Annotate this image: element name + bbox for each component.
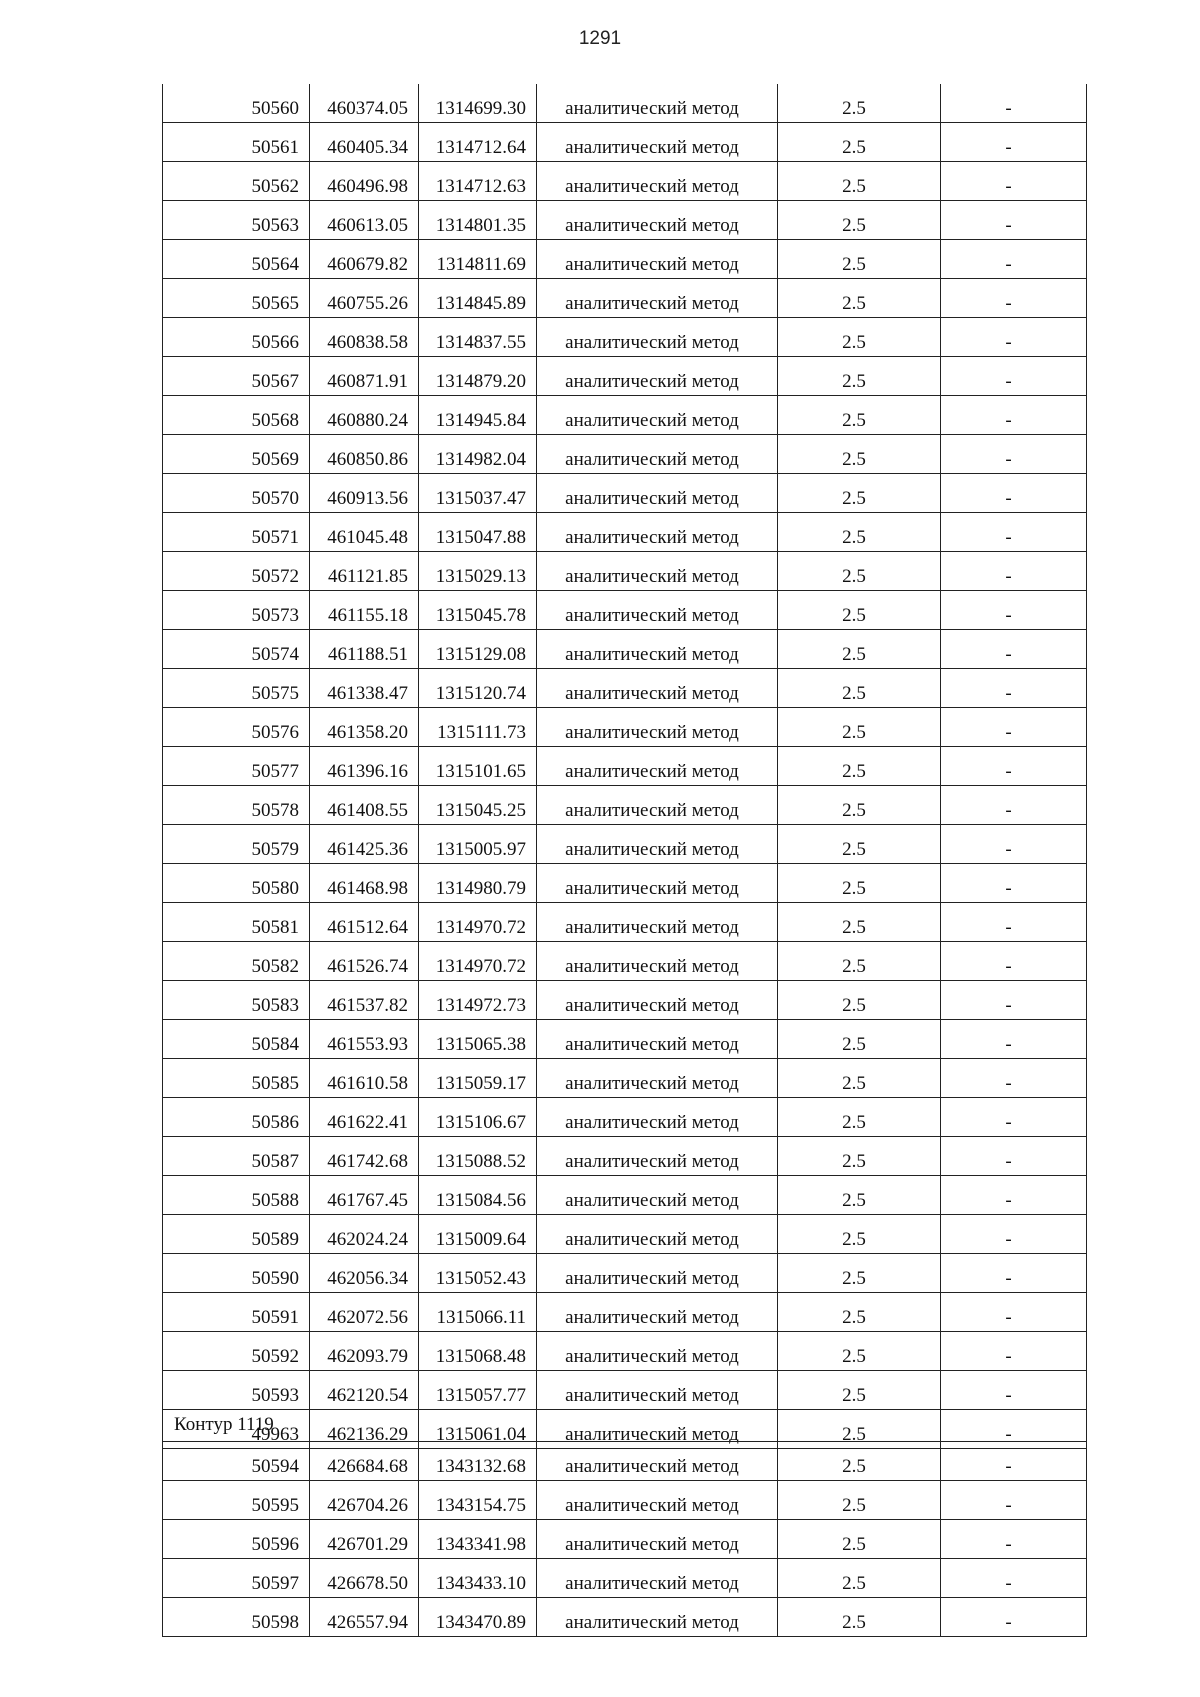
cell-accuracy: 2.5 bbox=[778, 942, 941, 981]
cell-x-coordinate: 460496.98 bbox=[310, 162, 419, 201]
table-row bbox=[163, 1332, 1087, 1371]
cell-point-number: 50578 bbox=[163, 786, 310, 825]
cell-method: аналитический метод bbox=[537, 825, 778, 864]
cell-y-coordinate: 1315052.43 bbox=[419, 1254, 537, 1293]
coordinates-table-contour bbox=[162, 1441, 1087, 1637]
cell-point-number: 50577 bbox=[163, 747, 310, 786]
cell-x-coordinate: 426684.68 bbox=[310, 1442, 419, 1481]
table-row bbox=[163, 1371, 1087, 1410]
cell-point-number: 50575 bbox=[163, 669, 310, 708]
cell-note: - bbox=[941, 474, 1087, 513]
cell-point-number: 50573 bbox=[163, 591, 310, 630]
cell-method: аналитический метод bbox=[537, 240, 778, 279]
cell-x-coordinate: 461155.18 bbox=[310, 591, 419, 630]
cell-method: аналитический метод bbox=[537, 1098, 778, 1137]
cell-y-coordinate: 1315061.04 bbox=[419, 1410, 537, 1449]
cell-x-coordinate: 461358.20 bbox=[310, 708, 419, 747]
cell-accuracy: 2.5 bbox=[778, 1481, 941, 1520]
table-row bbox=[163, 1254, 1087, 1293]
cell-x-coordinate: 460880.24 bbox=[310, 396, 419, 435]
table-row bbox=[163, 240, 1087, 279]
cell-point-number: 50586 bbox=[163, 1098, 310, 1137]
cell-y-coordinate: 1315057.77 bbox=[419, 1371, 537, 1410]
cell-method: аналитический метод bbox=[537, 1254, 778, 1293]
cell-x-coordinate: 461121.85 bbox=[310, 552, 419, 591]
cell-note: - bbox=[941, 1137, 1087, 1176]
cell-x-coordinate: 461512.64 bbox=[310, 903, 419, 942]
cell-method: аналитический метод bbox=[537, 435, 778, 474]
cell-note: - bbox=[941, 513, 1087, 552]
cell-note: - bbox=[941, 1332, 1087, 1371]
table-row bbox=[163, 981, 1087, 1020]
table-row bbox=[163, 630, 1087, 669]
cell-method: аналитический метод bbox=[537, 630, 778, 669]
cell-accuracy: 2.5 bbox=[778, 669, 941, 708]
cell-x-coordinate: 462072.56 bbox=[310, 1293, 419, 1332]
cell-accuracy: 2.5 bbox=[778, 1442, 941, 1481]
cell-point-number: 50593 bbox=[163, 1371, 310, 1410]
cell-note: - bbox=[941, 1293, 1087, 1332]
cell-note: - bbox=[941, 825, 1087, 864]
cell-point-number: 50561 bbox=[163, 123, 310, 162]
cell-note: - bbox=[941, 630, 1087, 669]
cell-x-coordinate: 461425.36 bbox=[310, 825, 419, 864]
cell-method: аналитический метод bbox=[537, 318, 778, 357]
cell-y-coordinate: 1315045.78 bbox=[419, 591, 537, 630]
cell-x-coordinate: 460613.05 bbox=[310, 201, 419, 240]
cell-point-number: 50565 bbox=[163, 279, 310, 318]
cell-point-number: 50597 bbox=[163, 1559, 310, 1598]
cell-note: - bbox=[941, 669, 1087, 708]
cell-x-coordinate: 426557.94 bbox=[310, 1598, 419, 1637]
cell-x-coordinate: 460679.82 bbox=[310, 240, 419, 279]
cell-accuracy: 2.5 bbox=[778, 747, 941, 786]
cell-method: аналитический метод bbox=[537, 123, 778, 162]
cell-accuracy: 2.5 bbox=[778, 435, 941, 474]
cell-method: аналитический метод bbox=[537, 1520, 778, 1559]
cell-accuracy: 2.5 bbox=[778, 1137, 941, 1176]
cell-note: - bbox=[941, 240, 1087, 279]
cell-note: - bbox=[941, 1598, 1087, 1637]
cell-note: - bbox=[941, 1020, 1087, 1059]
cell-y-coordinate: 1315120.74 bbox=[419, 669, 537, 708]
cell-method: аналитический метод bbox=[537, 1598, 778, 1637]
cell-point-number: 50563 bbox=[163, 201, 310, 240]
cell-x-coordinate: 461045.48 bbox=[310, 513, 419, 552]
cell-accuracy: 2.5 bbox=[778, 903, 941, 942]
cell-note: - bbox=[941, 864, 1087, 903]
cell-x-coordinate: 462093.79 bbox=[310, 1332, 419, 1371]
cell-x-coordinate: 461553.93 bbox=[310, 1020, 419, 1059]
coordinates-table-body bbox=[163, 84, 1087, 1449]
cell-x-coordinate: 460838.58 bbox=[310, 318, 419, 357]
cell-y-coordinate: 1343433.10 bbox=[419, 1559, 537, 1598]
cell-x-coordinate: 460913.56 bbox=[310, 474, 419, 513]
cell-y-coordinate: 1315047.88 bbox=[419, 513, 537, 552]
cell-note: - bbox=[941, 84, 1087, 123]
cell-x-coordinate: 461610.58 bbox=[310, 1059, 419, 1098]
cell-y-coordinate: 1315059.17 bbox=[419, 1059, 537, 1098]
cell-method: аналитический метод bbox=[537, 981, 778, 1020]
cell-method: аналитический метод bbox=[537, 1371, 778, 1410]
cell-x-coordinate: 460405.34 bbox=[310, 123, 419, 162]
cell-y-coordinate: 1315084.56 bbox=[419, 1176, 537, 1215]
cell-note: - bbox=[941, 747, 1087, 786]
table-row bbox=[163, 747, 1087, 786]
cell-y-coordinate: 1315009.64 bbox=[419, 1215, 537, 1254]
cell-x-coordinate: 460374.05 bbox=[310, 84, 419, 123]
cell-point-number: 50576 bbox=[163, 708, 310, 747]
table-row bbox=[163, 942, 1087, 981]
cell-accuracy: 2.5 bbox=[778, 864, 941, 903]
cell-y-coordinate: 1314970.72 bbox=[419, 942, 537, 981]
table-row bbox=[163, 552, 1087, 591]
cell-accuracy: 2.5 bbox=[778, 1598, 941, 1637]
cell-method: аналитический метод bbox=[537, 1559, 778, 1598]
table-row bbox=[163, 1215, 1087, 1254]
cell-accuracy: 2.5 bbox=[778, 981, 941, 1020]
cell-accuracy: 2.5 bbox=[778, 786, 941, 825]
cell-point-number: 50592 bbox=[163, 1332, 310, 1371]
table-row bbox=[163, 318, 1087, 357]
cell-x-coordinate: 460755.26 bbox=[310, 279, 419, 318]
cell-accuracy: 2.5 bbox=[778, 1520, 941, 1559]
cell-note: - bbox=[941, 903, 1087, 942]
cell-point-number: 50572 bbox=[163, 552, 310, 591]
cell-point-number: 50566 bbox=[163, 318, 310, 357]
table-row bbox=[163, 84, 1087, 123]
cell-accuracy: 2.5 bbox=[778, 708, 941, 747]
cell-point-number: 50582 bbox=[163, 942, 310, 981]
table-row bbox=[163, 201, 1087, 240]
cell-point-number: 50567 bbox=[163, 357, 310, 396]
cell-accuracy: 2.5 bbox=[778, 1371, 941, 1410]
cell-method: аналитический метод bbox=[537, 1442, 778, 1481]
cell-x-coordinate: 426678.50 bbox=[310, 1559, 419, 1598]
table-row bbox=[163, 162, 1087, 201]
cell-y-coordinate: 1314972.73 bbox=[419, 981, 537, 1020]
cell-y-coordinate: 1343341.98 bbox=[419, 1520, 537, 1559]
cell-y-coordinate: 1314699.30 bbox=[419, 84, 537, 123]
cell-y-coordinate: 1343470.89 bbox=[419, 1598, 537, 1637]
cell-point-number: 50569 bbox=[163, 435, 310, 474]
cell-x-coordinate: 461338.47 bbox=[310, 669, 419, 708]
cell-point-number: 50590 bbox=[163, 1254, 310, 1293]
cell-note: - bbox=[941, 942, 1087, 981]
cell-accuracy: 2.5 bbox=[778, 630, 941, 669]
cell-y-coordinate: 1314845.89 bbox=[419, 279, 537, 318]
cell-note: - bbox=[941, 201, 1087, 240]
cell-method: аналитический метод bbox=[537, 162, 778, 201]
cell-y-coordinate: 1315065.38 bbox=[419, 1020, 537, 1059]
cell-method: аналитический метод bbox=[537, 1059, 778, 1098]
cell-x-coordinate: 460850.86 bbox=[310, 435, 419, 474]
cell-accuracy: 2.5 bbox=[778, 84, 941, 123]
cell-note: - bbox=[941, 1520, 1087, 1559]
cell-note: - bbox=[941, 708, 1087, 747]
cell-method: аналитический метод bbox=[537, 1215, 778, 1254]
table-row bbox=[163, 708, 1087, 747]
table-row bbox=[163, 1137, 1087, 1176]
cell-method: аналитический метод bbox=[537, 474, 778, 513]
table-row bbox=[163, 1098, 1087, 1137]
cell-point-number: 50564 bbox=[163, 240, 310, 279]
cell-x-coordinate: 426704.26 bbox=[310, 1481, 419, 1520]
cell-accuracy: 2.5 bbox=[778, 513, 941, 552]
cell-method: аналитический метод bbox=[537, 1137, 778, 1176]
cell-point-number: 50560 bbox=[163, 84, 310, 123]
cell-accuracy: 2.5 bbox=[778, 396, 941, 435]
table-row bbox=[163, 591, 1087, 630]
cell-y-coordinate: 1315045.25 bbox=[419, 786, 537, 825]
table-row bbox=[163, 864, 1087, 903]
cell-x-coordinate: 461396.16 bbox=[310, 747, 419, 786]
cell-y-coordinate: 1314712.64 bbox=[419, 123, 537, 162]
cell-y-coordinate: 1315111.73 bbox=[419, 708, 537, 747]
cell-point-number: 50587 bbox=[163, 1137, 310, 1176]
cell-accuracy: 2.5 bbox=[778, 1293, 941, 1332]
table-row bbox=[163, 123, 1087, 162]
cell-x-coordinate: 462056.34 bbox=[310, 1254, 419, 1293]
table-row bbox=[163, 279, 1087, 318]
cell-y-coordinate: 1343154.75 bbox=[419, 1481, 537, 1520]
cell-x-coordinate: 426701.29 bbox=[310, 1520, 419, 1559]
cell-accuracy: 2.5 bbox=[778, 240, 941, 279]
cell-point-number: 50570 bbox=[163, 474, 310, 513]
cell-note: - bbox=[941, 552, 1087, 591]
table-row bbox=[163, 1293, 1087, 1332]
cell-y-coordinate: 1314980.79 bbox=[419, 864, 537, 903]
table-row bbox=[163, 1442, 1087, 1481]
cell-method: аналитический метод bbox=[537, 591, 778, 630]
cell-method: аналитический метод bbox=[537, 903, 778, 942]
table-row bbox=[163, 357, 1087, 396]
cell-method: аналитический метод bbox=[537, 786, 778, 825]
cell-accuracy: 2.5 bbox=[778, 123, 941, 162]
cell-x-coordinate: 462024.24 bbox=[310, 1215, 419, 1254]
cell-y-coordinate: 1315129.08 bbox=[419, 630, 537, 669]
cell-accuracy: 2.5 bbox=[778, 1332, 941, 1371]
cell-accuracy: 2.5 bbox=[778, 1020, 941, 1059]
cell-accuracy: 2.5 bbox=[778, 591, 941, 630]
cell-point-number: 50580 bbox=[163, 864, 310, 903]
cell-method: аналитический метод bbox=[537, 279, 778, 318]
table-row bbox=[163, 786, 1087, 825]
cell-point-number: 50588 bbox=[163, 1176, 310, 1215]
cell-y-coordinate: 1315068.48 bbox=[419, 1332, 537, 1371]
cell-point-number: 50589 bbox=[163, 1215, 310, 1254]
cell-note: - bbox=[941, 981, 1087, 1020]
cell-accuracy: 2.5 bbox=[778, 201, 941, 240]
cell-point-number: 50583 bbox=[163, 981, 310, 1020]
cell-method: аналитический метод bbox=[537, 1293, 778, 1332]
cell-method: аналитический метод bbox=[537, 1410, 778, 1449]
cell-note: - bbox=[941, 1059, 1087, 1098]
cell-accuracy: 2.5 bbox=[778, 1559, 941, 1598]
cell-point-number: 50579 bbox=[163, 825, 310, 864]
cell-accuracy: 2.5 bbox=[778, 279, 941, 318]
table-row bbox=[163, 1176, 1087, 1215]
cell-method: аналитический метод bbox=[537, 396, 778, 435]
cell-method: аналитический метод bbox=[537, 942, 778, 981]
table-row bbox=[163, 903, 1087, 942]
cell-note: - bbox=[941, 357, 1087, 396]
cell-method: аналитический метод bbox=[537, 1332, 778, 1371]
cell-note: - bbox=[941, 786, 1087, 825]
cell-note: - bbox=[941, 435, 1087, 474]
cell-point-number: 50584 bbox=[163, 1020, 310, 1059]
cell-method: аналитический метод bbox=[537, 513, 778, 552]
section-label: Контур 1119 bbox=[174, 1414, 274, 1435]
cell-accuracy: 2.5 bbox=[778, 1059, 941, 1098]
cell-x-coordinate: 461742.68 bbox=[310, 1137, 419, 1176]
cell-note: - bbox=[941, 1254, 1087, 1293]
cell-x-coordinate: 461767.45 bbox=[310, 1176, 419, 1215]
cell-accuracy: 2.5 bbox=[778, 357, 941, 396]
cell-point-number: 50591 bbox=[163, 1293, 310, 1332]
table-row bbox=[163, 1059, 1087, 1098]
cell-point-number: 50568 bbox=[163, 396, 310, 435]
cell-y-coordinate: 1314712.63 bbox=[419, 162, 537, 201]
table-row bbox=[163, 825, 1087, 864]
table-row bbox=[163, 1520, 1087, 1559]
cell-y-coordinate: 1314811.69 bbox=[419, 240, 537, 279]
cell-note: - bbox=[941, 1098, 1087, 1137]
table-row bbox=[163, 1481, 1087, 1520]
cell-note: - bbox=[941, 1481, 1087, 1520]
cell-note: - bbox=[941, 1410, 1087, 1449]
cell-x-coordinate: 462136.29 bbox=[310, 1410, 419, 1449]
cell-method: аналитический метод bbox=[537, 357, 778, 396]
cell-point-number: 49963 bbox=[163, 1410, 310, 1449]
cell-x-coordinate: 462120.54 bbox=[310, 1371, 419, 1410]
cell-note: - bbox=[941, 396, 1087, 435]
cell-y-coordinate: 1314879.20 bbox=[419, 357, 537, 396]
cell-x-coordinate: 461408.55 bbox=[310, 786, 419, 825]
cell-x-coordinate: 461622.41 bbox=[310, 1098, 419, 1137]
cell-note: - bbox=[941, 1442, 1087, 1481]
cell-point-number: 50594 bbox=[163, 1442, 310, 1481]
cell-y-coordinate: 1314837.55 bbox=[419, 318, 537, 357]
cell-accuracy: 2.5 bbox=[778, 474, 941, 513]
cell-y-coordinate: 1314945.84 bbox=[419, 396, 537, 435]
cell-y-coordinate: 1315037.47 bbox=[419, 474, 537, 513]
cell-x-coordinate: 461188.51 bbox=[310, 630, 419, 669]
cell-note: - bbox=[941, 1371, 1087, 1410]
cell-y-coordinate: 1343132.68 bbox=[419, 1442, 537, 1481]
cell-note: - bbox=[941, 162, 1087, 201]
cell-note: - bbox=[941, 123, 1087, 162]
table-row bbox=[163, 396, 1087, 435]
cell-y-coordinate: 1314982.04 bbox=[419, 435, 537, 474]
cell-x-coordinate: 460871.91 bbox=[310, 357, 419, 396]
cell-method: аналитический метод bbox=[537, 1176, 778, 1215]
cell-y-coordinate: 1315066.11 bbox=[419, 1293, 537, 1332]
cell-point-number: 50598 bbox=[163, 1598, 310, 1637]
cell-method: аналитический метод bbox=[537, 1020, 778, 1059]
cell-accuracy: 2.5 bbox=[778, 552, 941, 591]
cell-point-number: 50574 bbox=[163, 630, 310, 669]
cell-accuracy: 2.5 bbox=[778, 1254, 941, 1293]
cell-x-coordinate: 461537.82 bbox=[310, 981, 419, 1020]
table-row bbox=[163, 1598, 1087, 1637]
cell-method: аналитический метод bbox=[537, 747, 778, 786]
cell-accuracy: 2.5 bbox=[778, 162, 941, 201]
table-row bbox=[163, 1559, 1087, 1598]
table-row bbox=[163, 513, 1087, 552]
cell-method: аналитический метод bbox=[537, 669, 778, 708]
cell-method: аналитический метод bbox=[537, 1481, 778, 1520]
cell-point-number: 50596 bbox=[163, 1520, 310, 1559]
cell-accuracy: 2.5 bbox=[778, 825, 941, 864]
page-number: 1291 bbox=[578, 28, 622, 49]
cell-note: - bbox=[941, 1176, 1087, 1215]
cell-accuracy: 2.5 bbox=[778, 1176, 941, 1215]
cell-y-coordinate: 1315005.97 bbox=[419, 825, 537, 864]
cell-note: - bbox=[941, 1215, 1087, 1254]
cell-point-number: 50562 bbox=[163, 162, 310, 201]
table-row bbox=[163, 1020, 1087, 1059]
cell-method: аналитический метод bbox=[537, 708, 778, 747]
cell-y-coordinate: 1315106.67 bbox=[419, 1098, 537, 1137]
cell-accuracy: 2.5 bbox=[778, 1098, 941, 1137]
cell-point-number: 50571 bbox=[163, 513, 310, 552]
cell-x-coordinate: 461526.74 bbox=[310, 942, 419, 981]
cell-note: - bbox=[941, 1559, 1087, 1598]
cell-method: аналитический метод bbox=[537, 552, 778, 591]
cell-method: аналитический метод bbox=[537, 84, 778, 123]
cell-y-coordinate: 1315101.65 bbox=[419, 747, 537, 786]
table-row bbox=[163, 474, 1087, 513]
cell-y-coordinate: 1314801.35 bbox=[419, 201, 537, 240]
cell-note: - bbox=[941, 318, 1087, 357]
cell-y-coordinate: 1315088.52 bbox=[419, 1137, 537, 1176]
cell-accuracy: 2.5 bbox=[778, 318, 941, 357]
cell-point-number: 50585 bbox=[163, 1059, 310, 1098]
cell-note: - bbox=[941, 279, 1087, 318]
cell-x-coordinate: 461468.98 bbox=[310, 864, 419, 903]
cell-accuracy: 2.5 bbox=[778, 1215, 941, 1254]
coordinates-table-contour-body bbox=[163, 1442, 1087, 1637]
coordinates-table bbox=[162, 84, 1087, 1449]
cell-accuracy: 2.5 bbox=[778, 1410, 941, 1449]
cell-method: аналитический метод bbox=[537, 864, 778, 903]
cell-method: аналитический метод bbox=[537, 201, 778, 240]
cell-y-coordinate: 1315029.13 bbox=[419, 552, 537, 591]
table-row bbox=[163, 435, 1087, 474]
table-row bbox=[163, 669, 1087, 708]
cell-y-coordinate: 1314970.72 bbox=[419, 903, 537, 942]
cell-note: - bbox=[941, 591, 1087, 630]
cell-point-number: 50595 bbox=[163, 1481, 310, 1520]
cell-point-number: 50581 bbox=[163, 903, 310, 942]
